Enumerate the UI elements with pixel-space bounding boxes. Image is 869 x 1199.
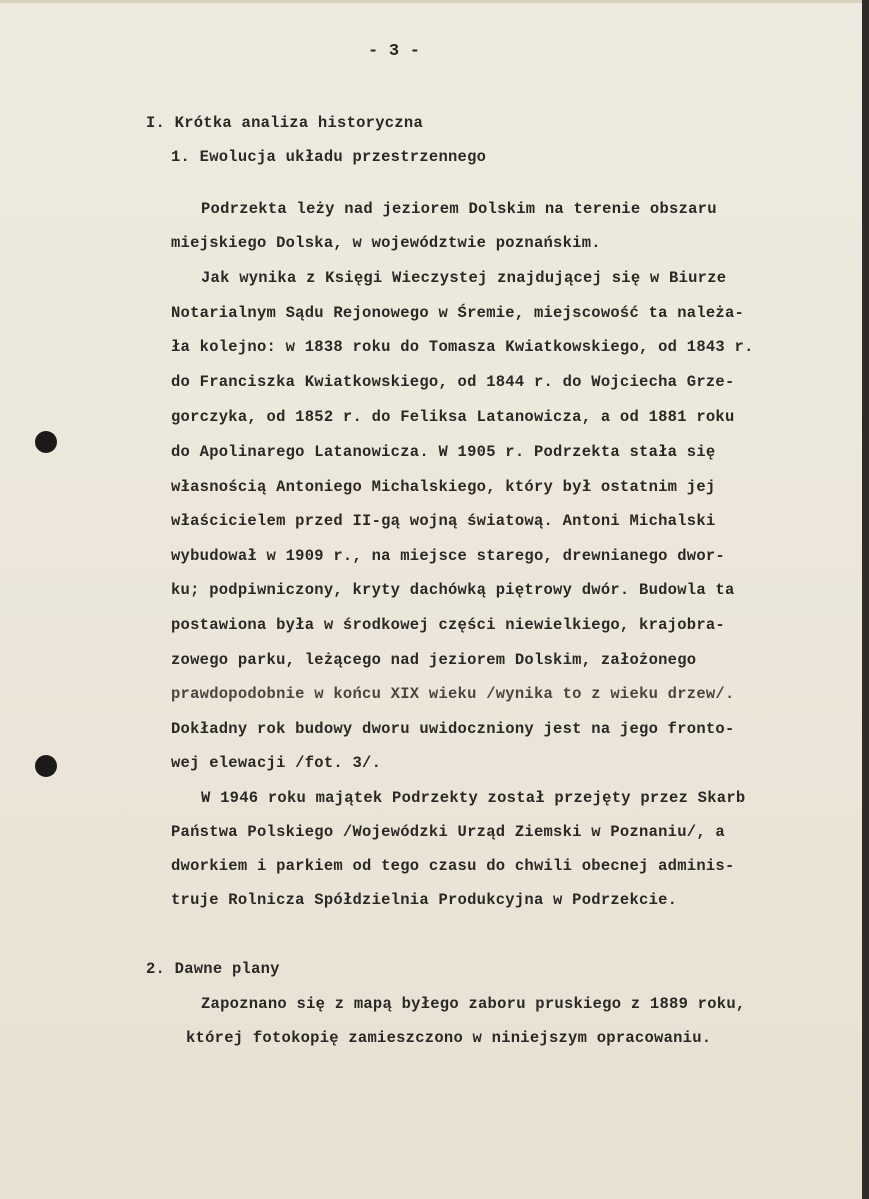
- paragraph-1-line-2: miejskiego Dolska, w województwie poznańskim.: [171, 234, 601, 252]
- paragraph-2-line-6: do Apolinarego Latanowicza. W 1905 r. Podrzekta stała się: [171, 443, 716, 461]
- paragraph-2-line-5: gorczyka, od 1852 r. do Feliksa Latanowicza, a od 1881 roku: [171, 408, 735, 426]
- paragraph-2-line-1: Jak wynika z Księgi Wieczystej znajdującej się w Biurze: [201, 269, 727, 287]
- page-number: - 3 -: [368, 42, 421, 61]
- subsection-heading-old-plans: 2. Dawne plany: [146, 960, 280, 978]
- paragraph-2-line-12: zowego parku, leżącego nad jeziorem Dolskim, założonego: [171, 651, 697, 669]
- paragraph-2-line-11: postawiona była w środkowej części niewielkiego, krajobra-: [171, 616, 725, 634]
- paragraph-2-line-14: Dokładny rok budowy dworu uwidoczniony jest na jego fronto-: [171, 720, 735, 738]
- subsection-heading-evolution: 1. Ewolucja układu przestrzennego: [171, 148, 487, 166]
- paragraph-2-line-8: właścicielem przed II-gą wojną światową. Antoni Michalski: [171, 512, 716, 530]
- page-top-edge: [0, 0, 869, 3]
- section-heading: I. Krótka analiza historyczna: [146, 114, 423, 132]
- paragraph-3-line-3: dworkiem i parkiem od tego czasu do chwili obecnej adminis-: [171, 857, 735, 875]
- paragraph-2-line-3: ła kolejno: w 1838 roku do Tomasza Kwiatkowskiego, od 1843 r.: [171, 338, 754, 356]
- punch-hole-bottom: [35, 755, 57, 777]
- paragraph-2-line-9: wybudował w 1909 r., na miejsce starego, drewnianego dwor-: [171, 547, 725, 565]
- paragraph-2-line-7: własnością Antoniego Michalskiego, który był ostatnim jej: [171, 478, 716, 496]
- paragraph-3-line-2: Państwa Polskiego /Wojewódzki Urząd Ziemski w Poznaniu/, a: [171, 823, 725, 841]
- paragraph-2-line-4: do Franciszka Kwiatkowskiego, od 1844 r. do Wojciecha Grze-: [171, 373, 735, 391]
- paragraph-3-line-4: truje Rolnicza Spółdzielnia Produkcyjna w Podrzekcie.: [171, 891, 678, 909]
- paragraph-2-line-15: wej elewacji /fot. 3/.: [171, 754, 382, 772]
- paragraph-3-line-1: W 1946 roku majątek Podrzekty został przejęty przez Skarb: [201, 789, 746, 807]
- paragraph-4-line-1: Zapoznano się z mapą byłego zaboru pruskiego z 1889 roku,: [201, 995, 746, 1013]
- paragraph-2-line-2: Notarialnym Sądu Rejonowego w Śremie, miejscowość ta należa-: [171, 304, 745, 322]
- punch-hole-top: [35, 431, 57, 453]
- paragraph-2-line-10: ku; podpiwniczony, kryty dachówką piętrowy dwór. Budowla ta: [171, 581, 735, 599]
- paragraph-4-line-2: której fotokopię zamieszczono w niniejszym opracowaniu.: [186, 1029, 712, 1047]
- paragraph-1-line-1: Podrzekta leży nad jeziorem Dolskim na terenie obszaru: [201, 200, 717, 218]
- page-right-edge: [862, 0, 869, 1199]
- paragraph-2-line-13: prawdopodobnie w końcu XIX wieku /wynika to z wieku drzew/.: [171, 685, 735, 703]
